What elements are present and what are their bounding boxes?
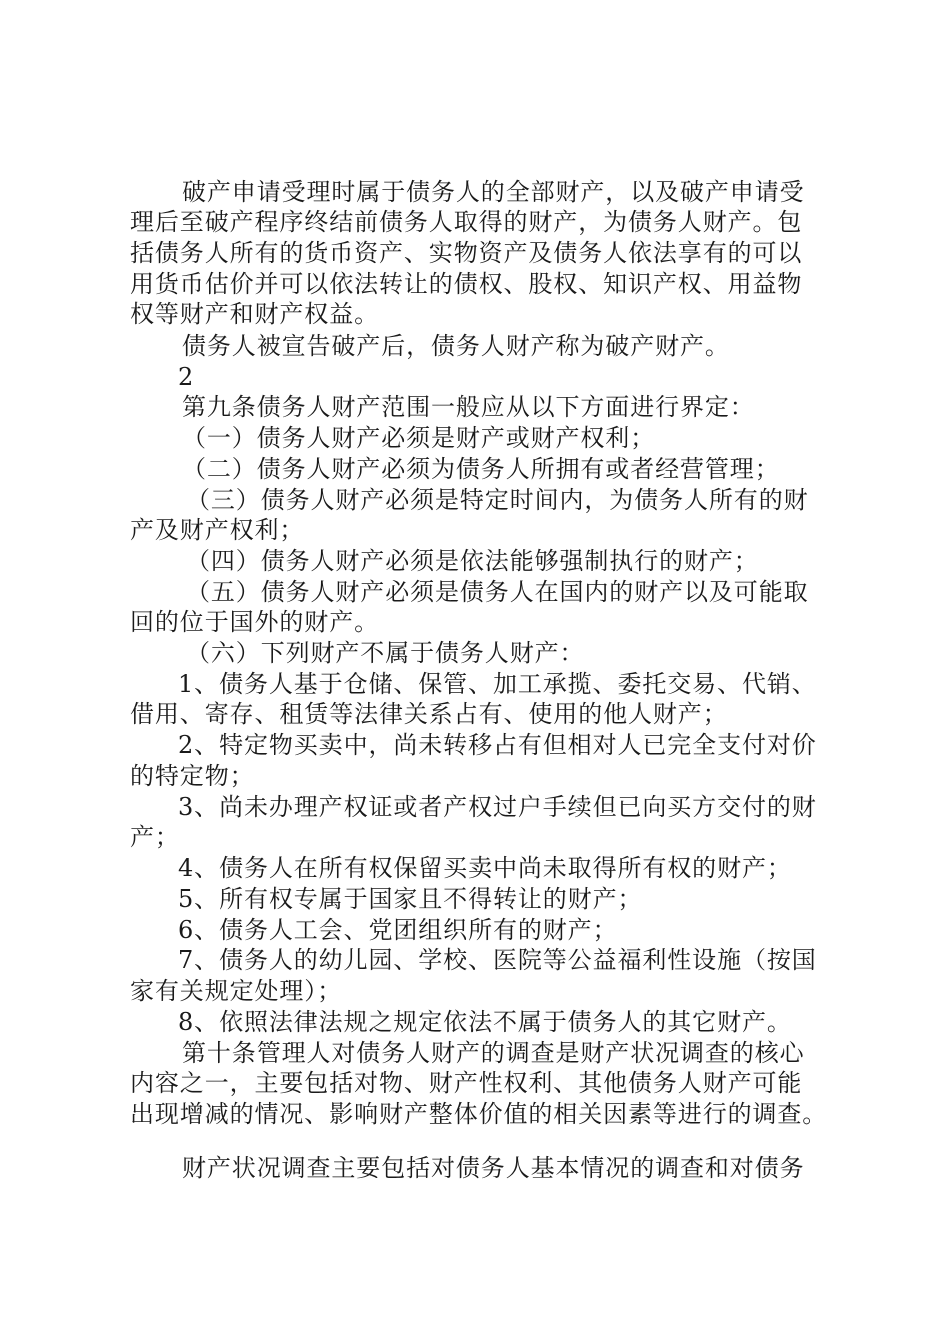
paragraph-line: 出现增减的情况、影响财产整体价值的相关因素等进行的调查。: [130, 1100, 828, 1128]
paragraph-line: 内容之一，主要包括对物、财产性权利、其他债务人财产可能: [130, 1069, 803, 1097]
list-item: （五）债务人财产必须是债务人在国内的财产以及可能取: [186, 578, 809, 606]
list-item: 产；: [130, 823, 180, 851]
list-item: 的特定物；: [130, 762, 255, 790]
list-item: 7、债务人的幼儿园、学校、医院等公益福利性设施（按国: [178, 946, 817, 974]
list-item: （四）债务人财产必须是依法能够强制执行的财产；: [186, 547, 759, 575]
list-item: 借用、寄存、租赁等法律关系占有、使用的他人财产；: [130, 700, 728, 728]
list-item: 3、尚未办理产权证或者产权过户手续但已向买方交付的财: [178, 793, 817, 821]
list-item: （三）债务人财产必须是特定时间内，为债务人所有的财: [186, 486, 809, 514]
page-number: 2: [178, 363, 195, 391]
paragraph-line: 理后至破产程序终结前债务人取得的财产，为债务人财产。包: [130, 208, 803, 236]
paragraph-line: 债务人被宣告破产后，债务人财产称为破产财产。: [182, 332, 730, 360]
list-item: （一）债务人财产必须是财产或财产权利；: [182, 424, 656, 452]
paragraph-line: 权等财产和财产权益。: [130, 300, 379, 328]
list-item: 回的位于国外的财产。: [130, 608, 379, 636]
list-item: 6、债务人工会、党团组织所有的财产；: [178, 916, 618, 944]
list-item: 家有关规定处理）；: [130, 977, 343, 1005]
list-item: 8、依照法律法规之规定依法不属于债务人的其它财产。: [178, 1008, 792, 1036]
paragraph-line: 括债务人所有的货币资产、实物资产及债务人依法享有的可以: [130, 239, 803, 267]
list-item: 产及财产权利；: [130, 516, 305, 544]
list-item: 2、特定物买卖中，尚未转移占有但相对人已完全支付对价: [178, 731, 817, 759]
list-item: （二）债务人财产必须为债务人所拥有或者经营管理；: [182, 455, 780, 483]
article-heading: 第九条债务人财产范围一般应从以下方面进行界定：: [182, 393, 755, 421]
article-heading: 第十条管理人对债务人财产的调查是财产状况调查的核心: [182, 1039, 805, 1067]
list-item: 4、债务人在所有权保留买卖中尚未取得所有权的财产；: [178, 854, 792, 882]
paragraph-line: 财产状况调查主要包括对债务人基本情况的调查和对债务: [182, 1154, 805, 1182]
list-item: 5、所有权专属于国家且不得转让的财产；: [178, 885, 643, 913]
paragraph-line: 用货币估价并可以依法转让的债权、股权、知识产权、用益物: [130, 270, 803, 298]
paragraph-line: 破产申请受理时属于债务人的全部财产，以及破产申请受: [182, 178, 805, 206]
list-item: 1、债务人基于仓储、保管、加工承揽、委托交易、代销、: [178, 670, 817, 698]
list-item: （六）下列财产不属于债务人财产：: [186, 639, 585, 667]
